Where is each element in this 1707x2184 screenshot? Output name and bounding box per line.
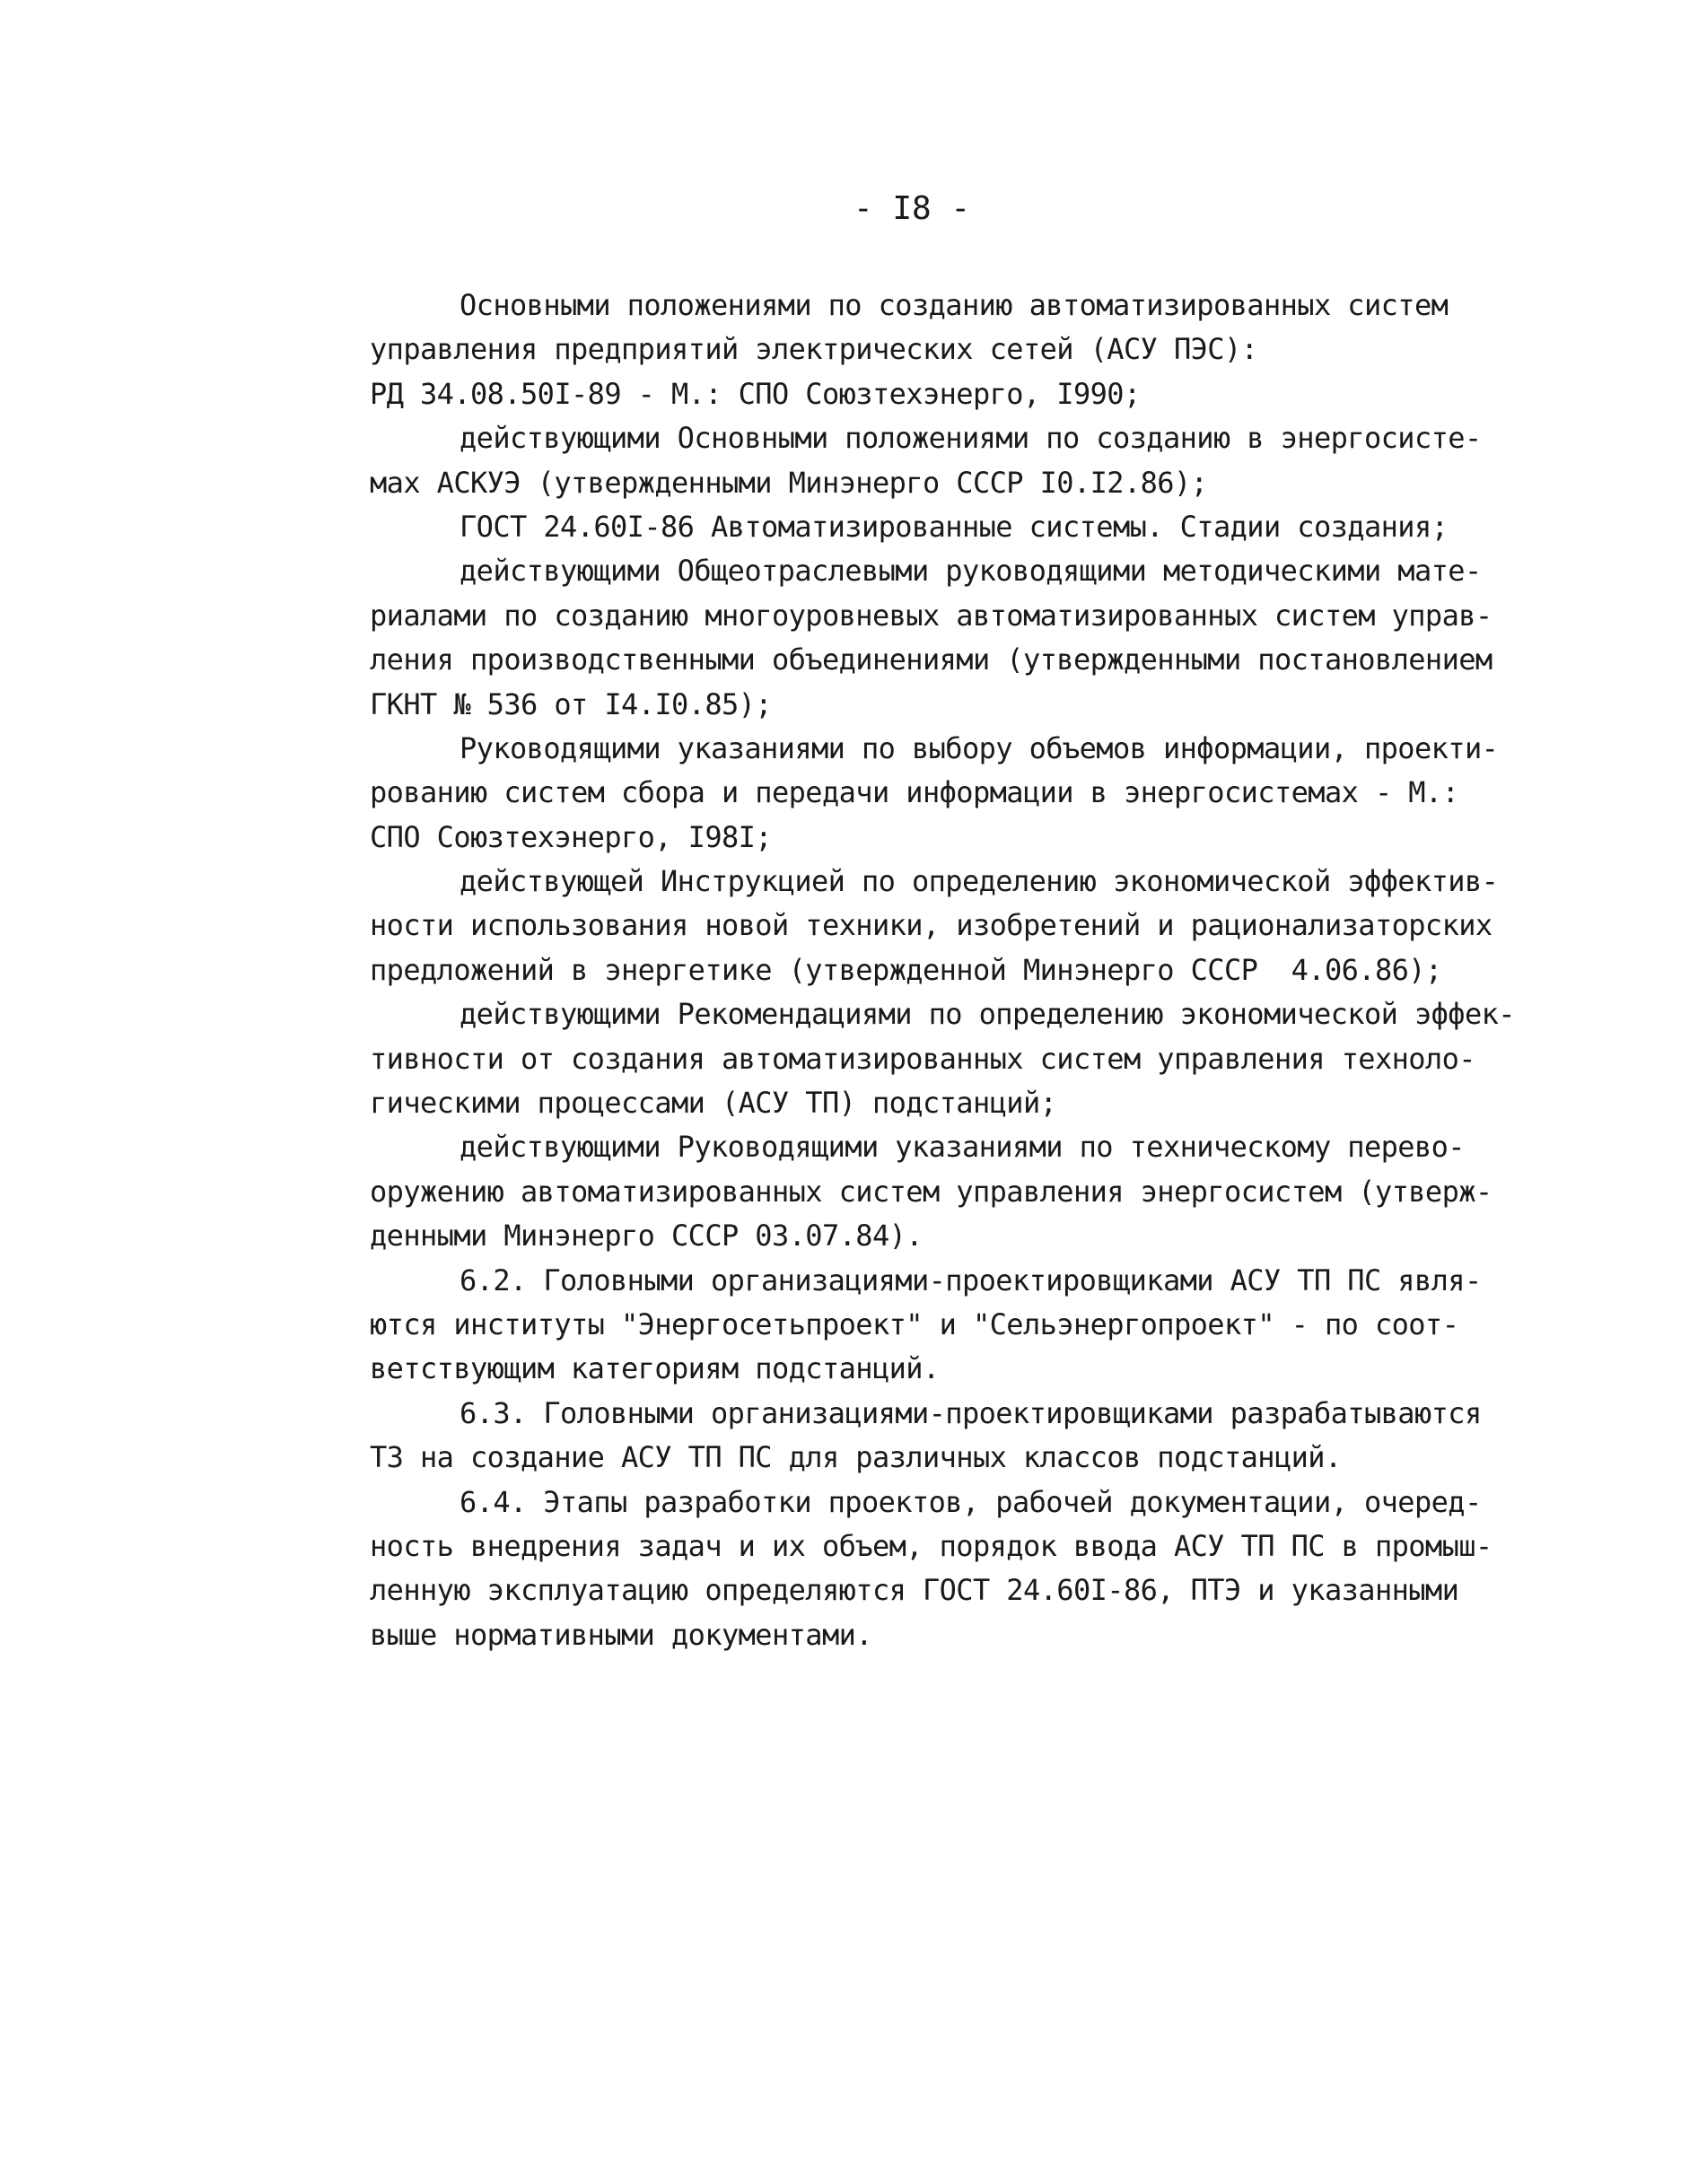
text-line: Руководящими указаниями по выбору объемов информации, проекти-	[460, 730, 1499, 765]
text-line: ются институты "Энергосетьпроект" и "Сельэнергопроект" - по соот-	[370, 1306, 1459, 1341]
text-line: ности использования новой техники, изобретений и рационализаторских	[370, 908, 1493, 943]
text-line: действующими Основными положениями по созданию в энергосисте-	[460, 421, 1482, 456]
text-line: ность внедрения задач и их объем, порядок ввода АСУ ТП ПС в промыш-	[370, 1528, 1493, 1563]
text-line: 6.4. Этапы разработки проектов, рабочей документации, очеред-	[460, 1484, 1482, 1519]
page-number: - I8 -	[853, 190, 971, 227]
text-line: действующими Рекомендациями по определению экономической эффек-	[460, 997, 1515, 1032]
text-line: ТЗ на создание АСУ ТП ПС для различных классов подстанций.	[370, 1440, 1342, 1475]
text-line: ГОСТ 24.60I-86 Автоматизированные системы. Стадии создания;	[460, 509, 1449, 544]
text-line: РД 34.08.50I-89 - М.: СПО Союзтехэнерго, I990;	[370, 376, 1141, 411]
text-line: риалами по созданию многоуровневых автоматизированных систем управ-	[370, 598, 1493, 633]
text-line: оружению автоматизированных систем управления энергосистем (утверж-	[370, 1174, 1493, 1209]
body-text	[370, 284, 1599, 1657]
text-line: ленную эксплуатацию определяются ГОСТ 24.60I-86, ПТЭ и указанными	[370, 1573, 1459, 1608]
text-line: ления производственными объединениями (утвержденными постановлением	[370, 642, 1493, 677]
text-line: денными Минэнерго СССР 03.07.84).	[370, 1219, 923, 1254]
text-line: предложений в энергетике (утвержденной Минэнерго СССР 4.06.86);	[370, 952, 1442, 987]
text-line: 6.2. Головными организациями-проектировщиками АСУ ТП ПС явля-	[460, 1262, 1482, 1297]
text-line: Основными положениями по созданию автоматизированных систем	[460, 288, 1449, 322]
text-line: мах АСКУЭ (утвержденными Минэнерго СССР I0.I2.86);	[370, 465, 1208, 500]
text-line: управления предприятий электрических сетей (АСУ ПЭС):	[370, 332, 1258, 367]
text-line: рованию систем сбора и передачи информации в энергосистемах - М.:	[370, 775, 1459, 810]
text-line: тивности от создания автоматизированных систем управления техноло-	[370, 1041, 1475, 1076]
text-line: 6.3. Головными организациями-проектировщиками разрабатываются	[460, 1395, 1482, 1430]
text-line: действующей Инструкцией по определению экономической эффектив-	[460, 864, 1499, 899]
text-line: выше нормативными документами.	[370, 1617, 872, 1652]
text-line: ветствующим категориям подстанций.	[370, 1351, 940, 1386]
text-line: СПО Союзтехэнерго, I98I;	[370, 819, 772, 854]
text-line: действующими Руководящими указаниями по техническому перево-	[460, 1130, 1465, 1165]
text-line: действующими Общеотраслевыми руководящими методическими мате-	[460, 554, 1482, 589]
text-line: гическими процессами (АСУ ТП) подстанций;	[370, 1086, 1057, 1121]
text-line: ГКНТ № 536 от I4.I0.85);	[370, 686, 772, 721]
